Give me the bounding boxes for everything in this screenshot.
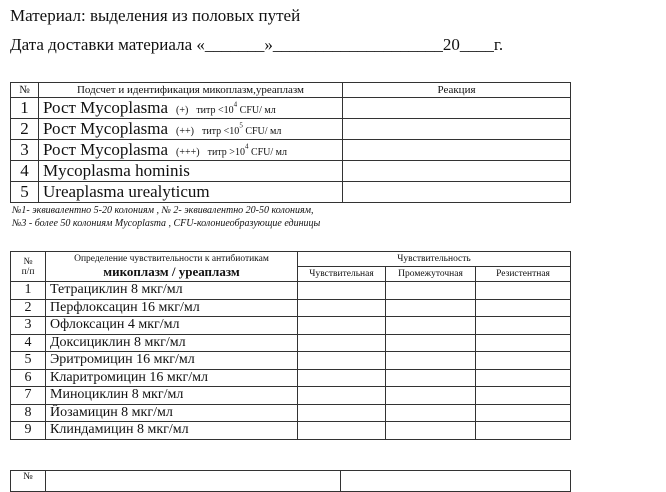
organism-cell: Ureaplasma urealyticum [39,182,343,203]
row-number: 1 [11,98,39,119]
resistant-cell[interactable] [476,387,571,405]
resistant-cell[interactable] [476,317,571,335]
footnote: №3 - более 50 колониям Mycoplasma , CFU-колониеобразующие единицы [12,218,321,229]
antibiotic-name: Доксициклин 8 мкг/мл [46,334,298,352]
row-number: 2 [11,299,46,317]
antibiotic-name: Миноциклин 8 мкг/мл [46,387,298,405]
antibiotic-name: Йозамицин 8 мкг/мл [46,404,298,422]
intermediate-cell[interactable] [386,282,476,300]
intermediate-cell[interactable] [386,387,476,405]
reaction-cell[interactable] [343,140,571,161]
row-number: 3 [11,317,46,335]
table-row [11,98,571,119]
row-number: 5 [11,352,46,370]
reaction-cell[interactable] [343,182,571,203]
table-row [11,369,571,387]
intermediate-cell[interactable] [386,422,476,440]
intermediate-header: Промежуточная [386,267,476,282]
table-row [11,334,571,352]
row-number: 6 [11,369,46,387]
antibiotic-name: Клиндамицин 8 мкг/мл [46,422,298,440]
intermediate-cell[interactable] [386,334,476,352]
intermediate-cell[interactable] [386,369,476,387]
sensitive-cell[interactable] [298,369,386,387]
num-header: № [11,83,39,98]
organism-cell: Рост Mycoplasma (+++) титр $>10^4$ CFU/ мл [39,140,343,161]
intermediate-cell[interactable] [386,352,476,370]
row-number: 1 [11,282,46,300]
resistant-cell[interactable] [476,404,571,422]
resistant-cell[interactable] [476,369,571,387]
table-row [11,317,571,335]
sensitive-cell[interactable] [298,317,386,335]
sensitive-cell[interactable] [298,404,386,422]
table3-col [341,471,571,492]
antibiotic-name: Перфлоксацин 16 мкг/мл [46,299,298,317]
resistant-cell[interactable] [476,282,571,300]
organism-cell: Рост Mycoplasma (+) титр $<10^4$ CFU/ мл [39,98,343,119]
reaction-cell[interactable] [343,98,571,119]
table-row [11,352,571,370]
row-number: 4 [11,161,39,182]
antibiotic-header: Определение чувствительности к антибиотикам микоплазм / уреаплазм [46,252,298,282]
table-row [11,119,571,140]
table-row [11,161,571,182]
identification-header: Подсчет и идентификация микоплазм,уреаплазм [39,83,343,98]
row-number: 8 [11,404,46,422]
sensitive-cell[interactable] [298,422,386,440]
row-number: 5 [11,182,39,203]
row-number: 4 [11,334,46,352]
reaction-header: Реакция [343,83,571,98]
intermediate-cell[interactable] [386,299,476,317]
num-header: № [11,471,46,492]
table-row [11,140,571,161]
intermediate-cell[interactable] [386,404,476,422]
table-row [11,282,571,300]
sensitive-cell[interactable] [298,299,386,317]
table3-col [46,471,341,492]
antibiotic-name: Эритромицин 16 мкг/мл [46,352,298,370]
antibiotic-name: Офлоксацин 4 мкг/мл [46,317,298,335]
table-row [11,182,571,203]
reaction-cell[interactable] [343,119,571,140]
organism-cell: Mycoplasma hominis [39,161,343,182]
table-row [11,422,571,440]
row-number: 2 [11,119,39,140]
third-table [10,470,571,492]
reaction-cell[interactable] [343,161,571,182]
footnote: №1- эквивалентно 5-20 колониям , № 2- эквивалентно 20-50 колониям, [12,205,314,216]
sensitive-cell[interactable] [298,334,386,352]
material-label: Материал: выделения из половых путей [10,6,301,25]
antibiotic-name: Кларитромицин 16 мкг/мл [46,369,298,387]
table-row [11,387,571,405]
row-number: 3 [11,140,39,161]
delivery-date-line: Дата доставки материала «_______»____________________20____г. [10,35,504,54]
intermediate-cell[interactable] [386,317,476,335]
mycoplasma-table [10,82,571,203]
table-row [11,299,571,317]
num-header: № п/п [11,252,46,282]
resistant-header: Резистентная [476,267,571,282]
sensitive-cell[interactable] [298,352,386,370]
resistant-cell[interactable] [476,334,571,352]
sensitive-header: Чувствительная [298,267,386,282]
resistant-cell[interactable] [476,352,571,370]
sensitivity-header: Чувствительность [298,252,571,267]
antibiotic-sensitivity-table [10,251,571,440]
row-number: 9 [11,422,46,440]
sensitive-cell[interactable] [298,387,386,405]
organism-cell: Рост Mycoplasma (++) титр $<10^5$ CFU/ мл [39,119,343,140]
resistant-cell[interactable] [476,299,571,317]
antibiotic-name: Тетрациклин 8 мкг/мл [46,282,298,300]
row-number: 7 [11,387,46,405]
resistant-cell[interactable] [476,422,571,440]
table-row [11,404,571,422]
sensitive-cell[interactable] [298,282,386,300]
